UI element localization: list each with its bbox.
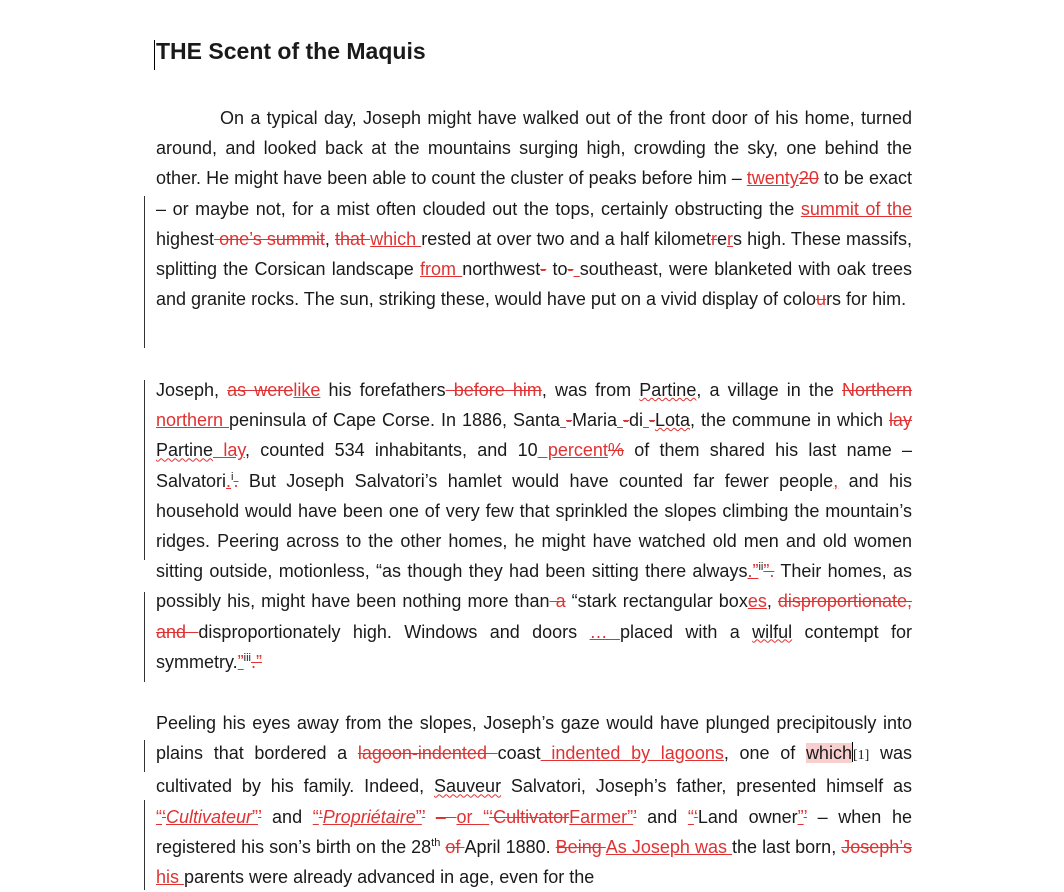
text-run: Peeling his eyes away from the slopes, Joseph’s gaze would have plunged precipitously into plains that bordered a <box>156 713 912 764</box>
document-title[interactable]: THE Scent of the Maquis <box>156 38 426 64</box>
text-run: On a typical day, Joseph might have walked out of the front door of his home, turned around, and looked back at the mountains surging high, crowding the sky, one behind the other. He might have been able to count the cluster of peaks before him – <box>156 108 912 189</box>
paragraph-1[interactable] <box>156 103 912 314</box>
text-run: rested at over two and a half kilomet <box>421 228 711 249</box>
tracked-deletion: lagoon-indented <box>357 743 498 764</box>
tracked-deletion: that <box>335 228 371 249</box>
change-bar <box>144 592 145 682</box>
text-run: Maria <box>572 410 618 431</box>
tracked-insertion: r <box>726 228 733 249</box>
tracked-deletion: ’ <box>421 806 426 827</box>
text-run: contempt for symmetry. <box>156 621 912 672</box>
tracked-deletion: r <box>710 228 717 249</box>
text-run: and his household would have been one of very few that sprinkled the slopes climbing the mountain’s ridges. Peering across to the other homes, he might have watched old men and old women sitting outside, motionless, “as though they had been sitting there always <box>156 470 912 582</box>
tracked-deletion: Being <box>555 836 606 857</box>
tracked-deletion: - <box>648 410 655 431</box>
tracked-deletion: as were <box>227 380 294 400</box>
text-run: to <box>546 259 568 280</box>
change-bar <box>144 740 145 772</box>
tracked-insertion: his <box>156 867 185 888</box>
tracked-insertion: or <box>456 806 484 827</box>
tracked-insertion: Cultivateur <box>166 806 253 827</box>
tracked-insertion: like <box>293 380 321 400</box>
tracked-insertion: . <box>226 470 232 491</box>
tracked-deletion: .” <box>251 651 263 672</box>
text-run: , was from <box>541 380 640 400</box>
tracked-deletion: ‘Cultivator <box>489 806 570 827</box>
change-bar <box>144 380 145 560</box>
tracked-deletion: ’ <box>633 806 637 827</box>
tracked-deletion: ‘ <box>693 806 698 827</box>
text-run: , <box>324 228 336 249</box>
text-run <box>425 807 436 827</box>
text-run: disproportionately high. Windows and doors <box>198 621 590 642</box>
tracked-insertion: summit of the <box>800 198 912 219</box>
text-run: peninsula of Cape Corse. In 1886, Santa <box>229 410 561 431</box>
tracked-deletion: - <box>566 410 572 431</box>
text-run: placed with a <box>619 621 753 642</box>
tracked-insertion: “ <box>312 806 319 827</box>
tracked-deletion: u <box>816 289 827 310</box>
endnote-ref: i <box>231 470 234 483</box>
tracked-deletion: ”. <box>763 561 775 582</box>
spelling-flag[interactable]: Partine <box>156 440 214 461</box>
text-run: , the commune in which <box>690 410 889 431</box>
tracked-deletion: before him <box>445 380 542 400</box>
text-run: , <box>766 591 778 612</box>
tracked-insertion: from <box>420 259 463 280</box>
tracked-insertion: which <box>370 228 422 249</box>
tracked-insertion: es <box>747 591 767 612</box>
tracked-deletion: - <box>567 259 574 280</box>
text-run: s high. These massifs, splitting the Corsican landscape <box>156 228 912 280</box>
paragraph-2[interactable] <box>156 375 912 677</box>
text-run: April 1880. <box>464 836 556 857</box>
tracked-deletion: lay <box>888 410 912 431</box>
tracked-deletion: ‘ <box>318 806 323 827</box>
tracked-insertion: “ <box>483 806 490 827</box>
tracked-deletion: – <box>435 806 457 827</box>
spelling-flag[interactable]: wilful <box>752 621 793 642</box>
tracked-deletion: Joseph’s <box>841 836 912 857</box>
text-run: the last born, <box>732 836 842 857</box>
spelling-flag[interactable]: Partine <box>639 380 697 400</box>
tracked-deletion: of <box>445 836 465 857</box>
tracked-deletion: ’ <box>803 806 807 827</box>
text-run: and <box>261 806 313 827</box>
text-run: coast <box>497 743 541 764</box>
text-run: Land owner <box>697 806 798 827</box>
text-cursor <box>154 40 155 70</box>
tracked-insertion: As Joseph was <box>605 836 733 857</box>
tracked-insertion: twenty <box>746 168 799 189</box>
text-run: , counted 534 inhabitants, and 10 <box>245 440 538 461</box>
tracked-insertion: Farmer” <box>569 806 634 827</box>
change-bar <box>144 800 145 890</box>
text-run: , one of <box>723 743 806 764</box>
text-run: Their homes, as possibly his, might have been nothing more than <box>156 561 912 612</box>
tracked-insertion: “ <box>687 806 694 827</box>
text-run: of them shared his last name – Salvatori <box>156 440 912 491</box>
text-run: to be exact – or maybe not, for a mist often clouded out the tops, certainly obstructing the <box>156 168 912 219</box>
text-run: his forefathers <box>320 380 446 400</box>
tracked-deletion: Northern <box>842 380 913 400</box>
tracked-deletion: . <box>233 470 239 491</box>
tracked-insertion: ” <box>252 806 259 827</box>
spelling-flag[interactable]: Sauveur <box>434 776 502 797</box>
tracked-insertion: , <box>833 470 839 491</box>
tracked-insertion: “ <box>156 806 162 827</box>
text-run: But Joseph Salvatori’s hamlet would have counted far fewer people <box>238 470 834 491</box>
tracked-deletion: ’ <box>258 806 262 827</box>
text-run: and <box>636 806 688 827</box>
change-bar <box>144 196 145 348</box>
tracked-insertion: ” <box>797 806 804 827</box>
tracked-deletion: disproportionate, and <box>156 591 912 642</box>
text-run: Salvatori, Joseph’s father, presented himself as <box>501 776 912 797</box>
spelling-flag[interactable]: Lota <box>654 410 691 431</box>
text-run: , a village in the <box>696 380 843 400</box>
tracked-insertion: .” <box>747 561 759 582</box>
text-run: highest <box>156 228 215 249</box>
tracked-insertion: Propriétaire <box>322 806 416 827</box>
text-run: northwest <box>462 259 541 280</box>
paragraph-3[interactable] <box>156 708 912 892</box>
text-run: Joseph, <box>156 380 228 400</box>
text-run: rs for him. <box>826 289 907 310</box>
text-run: “stark rectangular box <box>565 591 748 612</box>
text-run: southeast, were blanketed with oak trees and granite rocks. The sun, striking these, would have put on a vivid display of colo <box>156 259 912 310</box>
comment-marker[interactable]: [1] <box>852 748 870 764</box>
tracked-insertion: indented by lagoons <box>540 743 724 764</box>
tracked-insertion: ” <box>237 651 244 672</box>
endnote-ref: ii <box>758 561 764 574</box>
tracked-insertion: northern <box>156 410 230 431</box>
endnote-ref: iii <box>243 651 252 664</box>
text-run: was cultivated by his family. Indeed, <box>156 743 912 797</box>
tracked-insertion: lay <box>213 440 245 461</box>
endnote-ref: th <box>431 836 441 849</box>
tracked-insertion: … <box>589 621 620 642</box>
tracked-deletion: one’s summit <box>214 228 325 249</box>
tracked-deletion: 20 <box>798 168 819 189</box>
text-run: – when he registered his son’s birth on the 28 <box>156 806 912 857</box>
text-run: parents were already advanced in age, even for the <box>184 867 595 888</box>
text-run: di <box>628 410 643 431</box>
tracked-deletion: - <box>540 259 547 280</box>
tracked-deletion: % <box>607 440 624 461</box>
tracked-insertion: percent <box>537 440 608 461</box>
tracked-deletion: a <box>549 591 566 612</box>
tracked-insertion: ” <box>415 806 422 827</box>
tracked-deletion: - <box>622 410 629 431</box>
tracked-deletion: ‘ <box>162 806 166 827</box>
comment-anchor[interactable]: which <box>805 743 852 764</box>
text-run: e <box>716 228 727 249</box>
